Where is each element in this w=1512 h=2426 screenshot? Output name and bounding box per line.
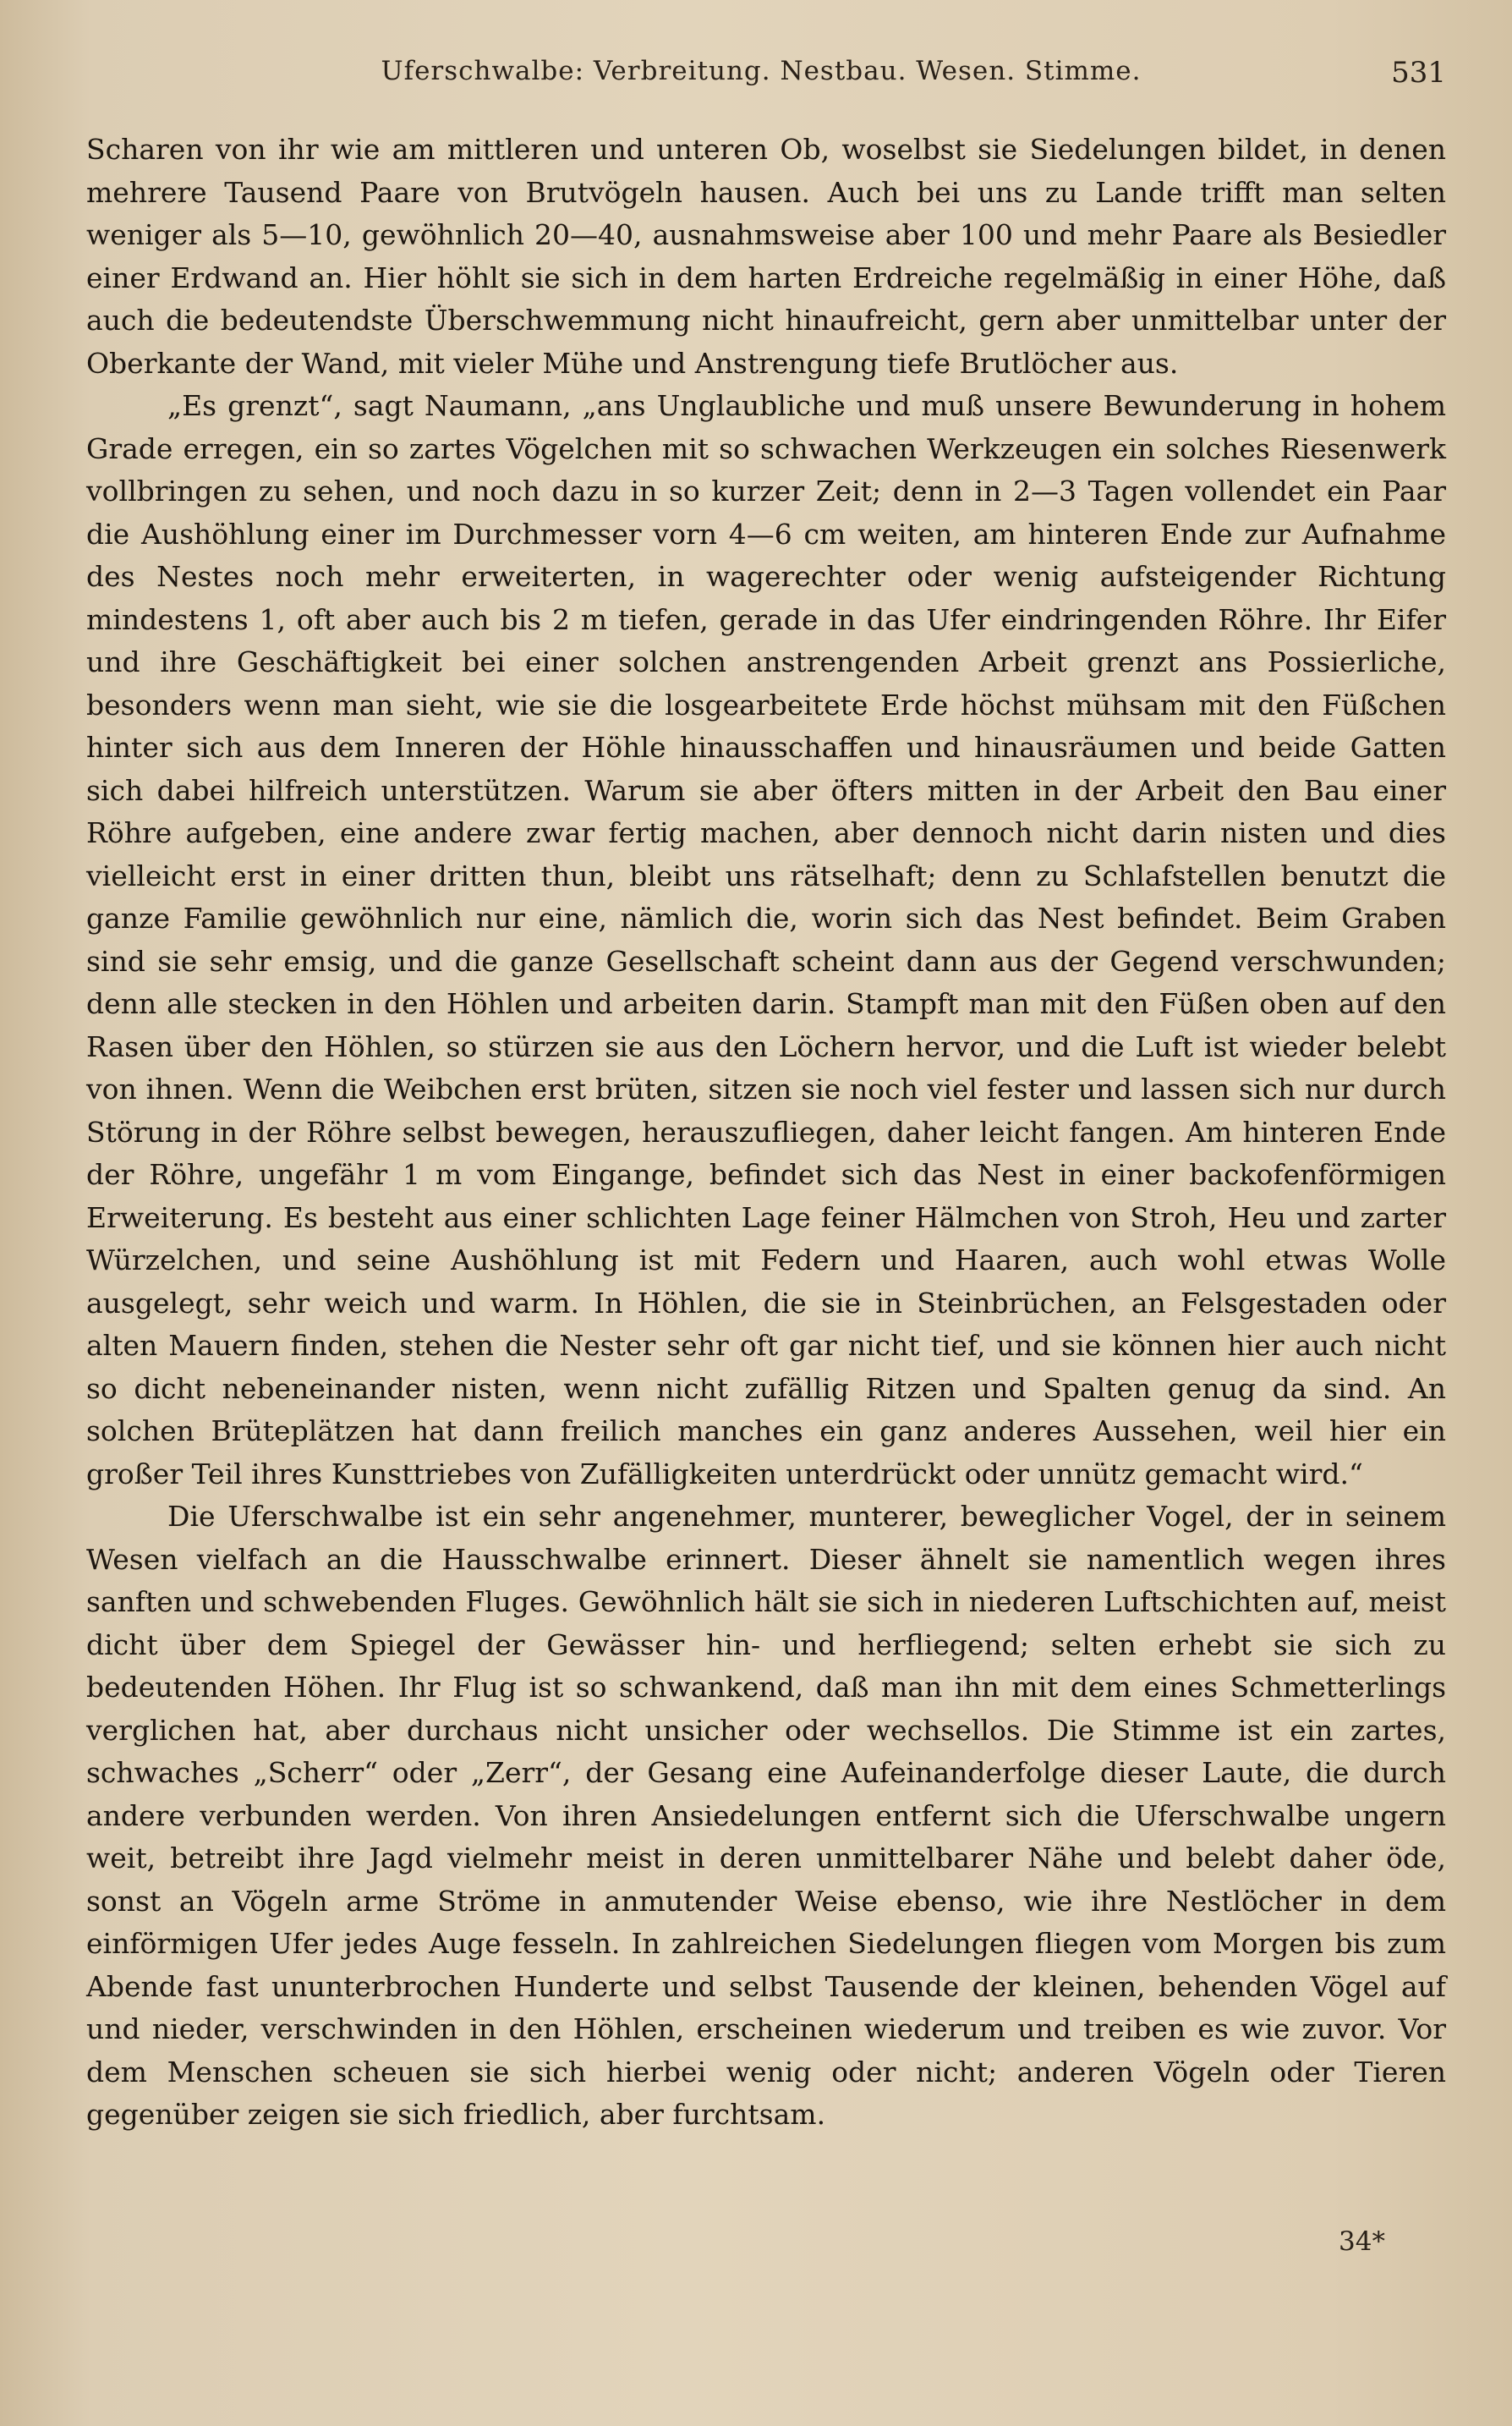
running-head bbox=[76, 56, 1446, 107]
paragraph-behaviour: Die Uferschwalbe ist ein sehr angenehmer, munterer, beweglicher Vogel, der in seinem Wesen vielfach an die Hausschwalbe erinnert. Dieser ähnelt sie namentlich wegen ihres sanften und schwebenden Fluges. Gewöhnlich hält sie sich in niederen Luftschichten auf, meist dicht über dem Spiegel der Gewässer hin- und herfliegend; selten erhebt sie sich zu bedeutenden Höhen. Ihr Flug ist so schwankend, daß man ihn mit dem eines Schmetterlings verglichen hat, aber durchaus nicht unsicher oder wechsellos. Die Stimme ist ein zartes, schwaches „Scherr“ oder „Zerr“, der Gesang eine Aufeinanderfolge dieser Laute, die durch andere verbunden werden. Von ihren Ansiedelungen entfernt sich die Uferschwalbe ungern weit, betreibt ihre Jagd vielmehr meist in deren unmittelbarer Nähe und belebt daher öde, sonst an Vögeln arme Ströme in anmutender Weise ebenso, wie ihre Nestlöcher in dem einförmigen Ufer jedes Auge fesseln. In zahlreichen Siedelungen fliegen vom Morgen bis zum Abende fast ununterbrochen Hunderte und selbst Tausende der kleinen, behenden Vögel auf und nieder, verschwinden in den Höhlen, erscheinen wiederum und treiben es wie zuvor. Vor dem Menschen scheuen sie sich hierbei wenig oder nicht; anderen Vögeln oder Tieren gegenüber zeigen sie sich friedlich, aber furchtsam. bbox=[86, 1500, 1446, 2131]
page-number: 531 bbox=[1391, 56, 1446, 90]
paragraph-continuation: Scharen von ihr wie am mittleren und unteren Ob, woselbst sie Siedelungen bildet, in denen mehrere Tausend Paare von Brutvögeln hausen. Auch bei uns zu Lande trifft man selten weniger als 5—10, gewöhnlich 20—40, ausnahmsweise aber 100 und mehr Paare als Besiedler einer Erdwand an. Hier höhlt sie sich in dem harten Erdreiche regelmäßig in einer Höhe, daß auch die bedeutendste Überschwemmung nicht hinaufreicht, gern aber unmittelbar unter der Oberkante der Wand, mit vieler Mühe und Anstrengung tiefe Brutlöcher aus. bbox=[86, 133, 1446, 380]
signature-mark: 34* bbox=[1339, 2226, 1385, 2257]
body-text bbox=[86, 129, 1446, 2137]
running-title: Uferschwalbe: Verbreitung. Nestbau. Wesen. Stimme. bbox=[381, 56, 1142, 86]
paragraph-naumann-quote: „Es grenzt“, sagt Naumann, „ans Unglaubliche und muß unsere Bewunderung in hohem Grade erregen, ein so zartes Vögelchen mit so schwachen Werkzeugen ein solches Riesenwerk vollbringen zu sehen, und noch dazu in so kurzer Zeit; denn in 2—3 Tagen vollendet ein Paar die Aushöhlung einer im Durchmesser vorn 4—6 cm weiten, am hinteren Ende zur Aufnahme des Nestes noch mehr erweiterten, in wagerechter oder wenig aufsteigender Richtung mindestens 1, oft aber auch bis 2 m tiefen, gerade in das Ufer eindringenden Röhre. Ihr Eifer und ihre Geschäftigkeit bei einer solchen anstrengenden Arbeit grenzt ans Possierliche, besonders wenn man sieht, wie sie die losgearbeitete Erde höchst mühsam mit den Füßchen hinter sich aus dem Inneren der Höhle hinausschaffen und hinausräumen und beide Gatten sich dabei hilfreich unterstützen. Warum sie aber öfters mitten in der Arbeit den Bau einer Röhre aufgeben, eine andere zwar fertig machen, aber dennoch nicht darin nisten und dies vielleicht erst in einer dritten thun, bleibt uns rätselhaft; denn zu Schlafstellen benutzt die ganze Familie gewöhnlich nur eine, nämlich die, worin sich das Nest befindet. Beim Graben sind sie sehr emsig, und die ganze Gesellschaft scheint dann aus der Gegend verschwunden; denn alle stecken in den Höhlen und arbeiten darin. Stampft man mit den Füßen oben auf den Rasen über den Höhlen, so stürzen sie aus den Löchern hervor, und die Luft ist wieder belebt von ihnen. Wenn die Weibchen erst brüten, sitzen sie noch viel fester und lassen sich nur durch Störung in der Röhre selbst bewegen, herauszufliegen, daher leicht fangen. Am hinteren Ende der Röhre, ungefähr 1 m vom Eingange, befindet sich das Nest in einer backofenförmigen Erweiterung. Es besteht aus einer schlichten Lage feiner Hälmchen von Stroh, Heu und zarter Würzelchen, und seine Aushöhlung ist mit Federn und Haaren, auch wohl etwas Wolle ausgelegt, sehr weich und warm. In Höhlen, die sie in Steinbrüchen, an Felsgestaden oder alten Mauern finden, stehen die Nester sehr oft gar nicht tief, und sie können hier auch nicht so dicht nebeneinander nisten, wenn nicht zufällig Ritzen und Spalten genug da sind. An solchen Brüteplätzen hat dann freilich manches ein ganz anderes Aussehen, weil hier ein großer Teil ihres Kunsttriebes von Zufälligkeiten unterdrückt oder unnütz gemacht wird.“ bbox=[86, 389, 1446, 1490]
